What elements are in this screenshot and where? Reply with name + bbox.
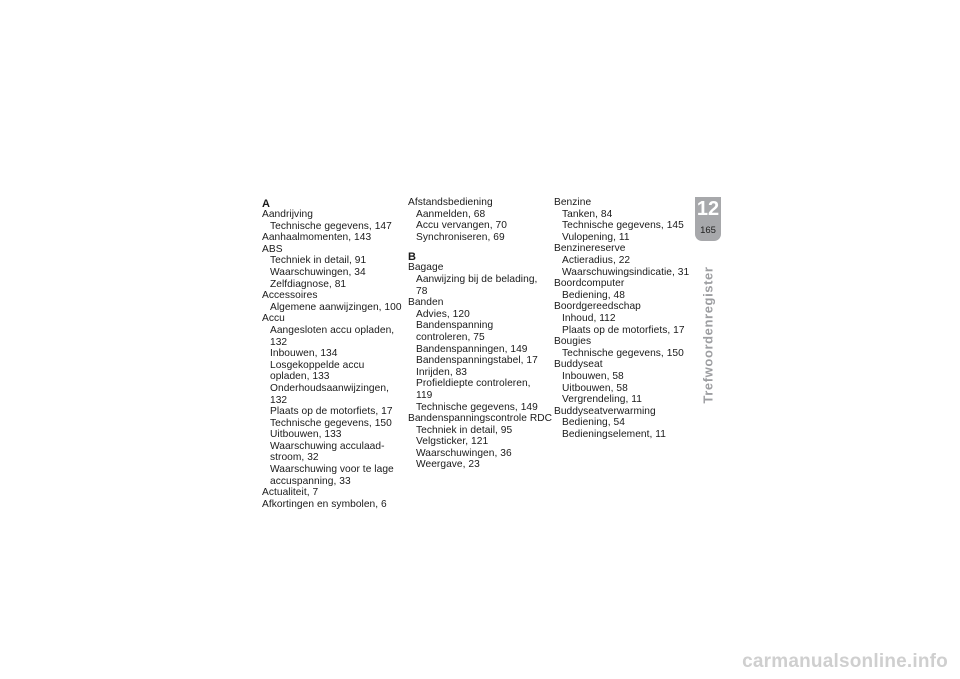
index-term: Afstandsbediening	[408, 197, 493, 208]
index-subentry: Onderhoudsaanwijzingen, 132	[270, 382, 389, 406]
index-subentry: Aanmelden, 68	[416, 208, 486, 220]
index-subentry: Inrijden, 83	[416, 366, 468, 378]
index-subentry: Waarschuwingen, 36	[416, 447, 512, 459]
index-subentry: Losgekoppelde accu opladen, 133	[270, 359, 365, 383]
index-entry	[262, 232, 402, 244]
index-subentry: Aangesloten accu opladen, 132	[270, 324, 395, 348]
index-subentry: Bediening, 48	[562, 289, 625, 301]
index-subentry: Accu vervangen, 70	[416, 220, 507, 232]
index-subentry: Technische gegevens, 150	[270, 417, 392, 429]
index-subentry: Bediening, 54	[562, 417, 625, 429]
index-subentry: Aanwijzing bij de belading, 78	[416, 273, 538, 297]
index-column-2	[408, 197, 553, 471]
index-term: Accessoires	[262, 290, 318, 302]
index-entry	[408, 262, 548, 297]
index-column-3	[554, 197, 694, 440]
index-subentry: Plaats op de motorfiets, 17	[270, 406, 393, 418]
index-subentry: Profieldiepte controleren, 119	[416, 378, 531, 401]
index-entry	[408, 197, 548, 243]
index-subentry: Bandenspanning controleren, 75	[416, 320, 494, 343]
index-term: Actualiteit, 7	[262, 487, 319, 499]
index-subentry: Technische gegevens, 150	[562, 347, 684, 359]
index-subentry: Waarschuwing voor te lage accuspanning, 33	[270, 464, 394, 487]
index-entry	[262, 487, 402, 499]
index-subentry: Technische gegevens, 145	[562, 220, 684, 232]
index-subentry: Plaats op de motorfiets, 17	[562, 324, 685, 336]
index-subentry: Actieradius, 22	[562, 254, 631, 266]
index-subentry: Synchroniseren, 69	[416, 231, 505, 243]
index-subentry: Tanken, 84	[562, 208, 613, 220]
index-term: Aandrijving	[262, 209, 313, 220]
index-term: Boordgereedschap	[554, 301, 641, 313]
index-subentry: Uitbouwen, 58	[562, 382, 628, 394]
index-term: Afkortingen en symbolen, 6	[262, 498, 387, 510]
index-subentry: Uitbouwen, 133	[270, 429, 342, 441]
index-entry	[262, 290, 402, 313]
index-entry	[554, 406, 694, 441]
index-subentry: Vergrendeling, 11	[562, 394, 642, 406]
index-subentry: Inbouwen, 58	[562, 370, 624, 382]
index-subentry: Bandenspanningstabel, 17	[416, 355, 538, 367]
index-term: Benzinereserve	[554, 243, 626, 255]
page-number: 165	[700, 225, 716, 236]
index-entry	[262, 313, 402, 487]
index-subentry: Waarschuwing acculaad- stroom, 32	[270, 440, 385, 464]
index-subentry: Technische gegevens, 147	[270, 220, 392, 232]
chapter-tab	[695, 197, 721, 241]
index-entry	[554, 336, 694, 359]
index-term: Accu	[262, 313, 285, 325]
index-entry	[554, 278, 694, 301]
index-entry	[408, 297, 548, 413]
index-subentry: Techniek in detail, 95	[416, 424, 513, 436]
index-term: Benzine	[554, 197, 592, 208]
index-column-1	[262, 197, 402, 510]
index-subentry: Advies, 120	[416, 308, 470, 320]
watermark: carmanualsonline.info	[742, 651, 948, 672]
index-subentry: Velgsticker, 121	[416, 436, 489, 448]
index-term: ABS	[262, 243, 283, 255]
index-subentry: Bedieningselement, 11	[562, 428, 666, 440]
index-entry	[554, 301, 694, 336]
index-entry	[408, 413, 553, 471]
chapter-number: 12	[696, 198, 720, 220]
index-term: Bagage	[408, 262, 444, 274]
index-entry	[262, 209, 402, 232]
index-subentry: Waarschuwingen, 34	[270, 266, 366, 278]
index-term: Bougies	[554, 336, 592, 348]
index-term: Boordcomputer	[554, 278, 625, 290]
index-entry	[554, 197, 694, 243]
index-entry	[554, 359, 694, 405]
index-letter-heading: A	[262, 198, 270, 210]
index-entry	[262, 499, 402, 511]
index-term: Bandenspanningscontrole RDC	[408, 413, 553, 425]
index-subentry: Inhoud, 112	[562, 312, 616, 324]
section-side-title: Trefwoordenregister	[700, 266, 716, 404]
index-subentry: Vulopening, 11	[562, 231, 630, 243]
index-entry	[554, 243, 694, 278]
index-subentry: Inbouwen, 134	[270, 348, 338, 360]
index-subentry: Technische gegevens, 149	[416, 401, 538, 413]
index-subentry: Bandenspanningen, 149	[416, 343, 528, 355]
index-subentry: Weergave, 23	[416, 459, 480, 471]
index-term: Banden	[408, 297, 444, 309]
index-term: Aanhaalmomenten, 143	[262, 232, 372, 244]
index-term: Buddyseat	[554, 359, 603, 371]
index-subentry: Waarschuwingsindicatie, 31	[562, 266, 690, 278]
index-letter-heading: B	[408, 251, 416, 264]
index-entry	[262, 244, 402, 290]
index-subentry: Algemene aanwijzingen, 100	[270, 301, 402, 313]
index-subentry: Techniek in detail, 91	[270, 255, 367, 267]
index-subentry: Zelfdiagnose, 81	[270, 278, 347, 290]
index-term: Buddyseatverwarming	[554, 405, 656, 417]
